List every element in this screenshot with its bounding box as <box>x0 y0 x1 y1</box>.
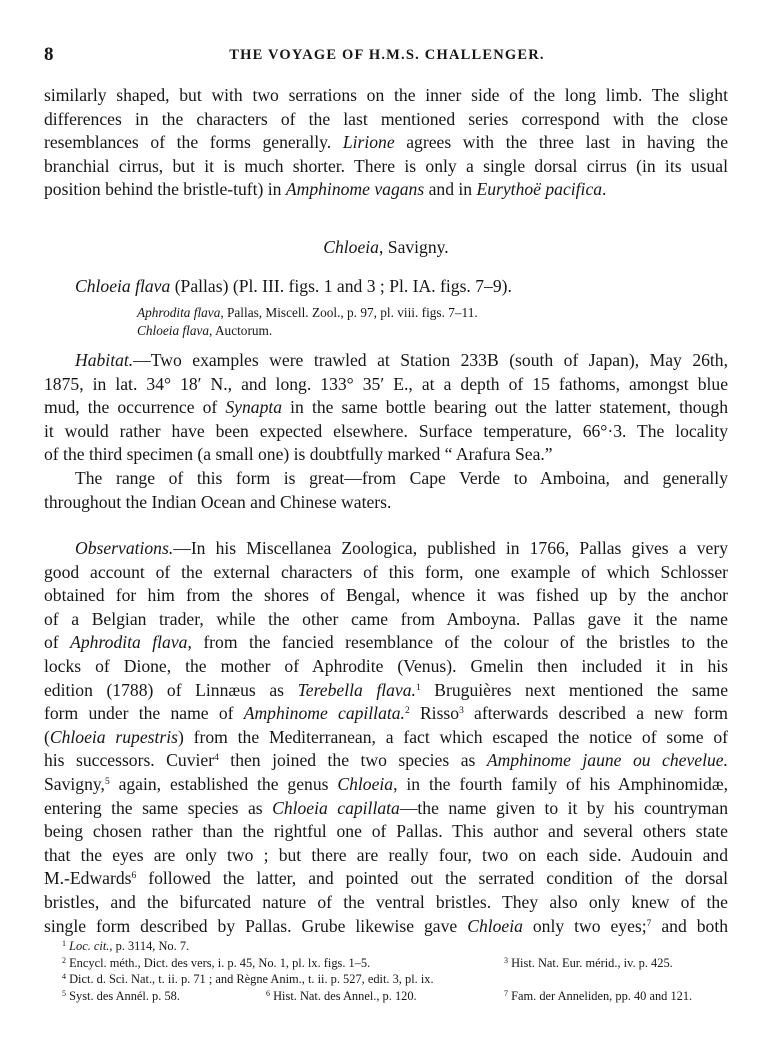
footnote: $^4$ Dict. d. Sci. Nat., t. ii. p. 71 ; and Règne Anim., t. ii. p. 527, edit. 3, pl. ix. <box>62 972 434 986</box>
text-line: resemblances of the forms generally. Lirione agrees with the three last in having the <box>44 132 728 153</box>
footnote-ref: 4 <box>214 753 219 764</box>
text-line: of the third specimen (a small one) is doubtfully marked “ Arafura Sea.” <box>44 444 553 465</box>
text-line: similarly shaped, but with two serrations on the inner side of the long limb. The slight <box>44 85 728 105</box>
text-line: Savigny,$^5$ again, established the genus Chloeia, in the fourth family of his Amphinomidæ, <box>44 773 728 794</box>
text-line: differences in the characters of the last mentioned series correspond with the close <box>44 108 728 129</box>
text-line: position behind the bristle-tuft) in Amphinome vagans and in Eurythoë pacifica. <box>44 179 607 200</box>
text-line: branchial cirrus, but it is much shorter. There is only a single dorsal cirrus (in its usual <box>44 155 728 176</box>
observations-paragraph <box>44 537 728 938</box>
footnote-ref: 5 <box>104 776 110 787</box>
footnote: $^5$ Syst. des Annél. p. 58. $^6$ Hist. Nat. des Annel., p. 120. $^7$ Fam. der Anneliden, pp. 40 and 121. <box>62 988 693 1003</box>
text-line: throughout the Indian Ocean and Chinese waters. <box>44 491 392 512</box>
text-line: Observations.—In his Miscellanea Zoologica, published in 1766, Pallas gives a very <box>75 538 728 558</box>
footnotes <box>44 938 728 1004</box>
genus-author: , Savigny. <box>378 237 449 257</box>
text-line: of a Belgian trader, while the other came from Amboyna. Pallas gave it the name <box>44 608 728 629</box>
species-heading: Chloeia flava (Pallas) (Pl. III. figs. 1 and 3 ; Pl. IA. figs. 7–9). <box>75 276 512 296</box>
footnote: $^1$ Loc. cit., p. 3114, No. 7. <box>62 939 190 953</box>
text-line: it would rather have been expected elsewhere. Surface temperature, 66°·3. The locality <box>44 420 728 441</box>
running-title: THE VOYAGE OF H.M.S. CHALLENGER. <box>229 47 545 63</box>
footnote-ref: 3 <box>459 706 464 717</box>
footnote-ref: 7 <box>646 918 652 929</box>
text-line: 1875, in lat. 34° 18′ N., and long. 133° 35′ E., at a depth of 15 fathoms, amongst blue <box>44 373 728 394</box>
synonym-entry: Chloeia flava, Auctorum. <box>137 323 273 338</box>
text-line: that the eyes are only two ; but there are really four, two on each side. Audouin and <box>44 844 728 865</box>
text-line: (Chloeia rupestris) from the Mediterranean, a fact which escaped the notice of some of <box>44 726 728 747</box>
text-line: good account of the external characters of this form, one example of which Schlosser <box>44 561 728 582</box>
text-line: edition (1788) of Linnæus as Terebella flava.$^1$ Bruguières next mentioned the same <box>44 679 729 700</box>
text-line: his successors. Cuvier$^4$ then joined the two species as Amphinome jaune ou chevelue. <box>44 750 728 771</box>
intro-paragraph <box>44 84 728 202</box>
genus-heading <box>44 236 728 260</box>
habitat-paragraph <box>44 349 728 467</box>
synonymy-list <box>137 304 478 340</box>
text-line: being chosen rather than the rightful one of Pallas. This author and several others state <box>44 821 728 842</box>
text-line: bristles, and the bifurcated nature of the ventral bristles. They also only knew of the <box>44 891 728 912</box>
footnote-ref: 1 <box>415 682 421 693</box>
footnote: $^2$ Encycl. méth., Dict. des vers, i. p. 45, No. 1, pl. lx. figs. 1–5. $^3$ Hist. Nat. Eur. mérid., iv. p. 425. <box>62 955 673 970</box>
text-line: single form described by Pallas. Grube likewise gave Chloeia only two eyes;$^7$ and both <box>44 915 729 936</box>
text-line: The range of this form is great—from Cape Verde to Amboina, and generally <box>75 468 728 488</box>
text-line: obtained for him from the shores of Bengal, whence it was fished up by the anchor <box>44 585 728 606</box>
text-line: Habitat.—Two examples were trawled at Station 233B (south of Japan), May 26th, <box>75 350 728 370</box>
genus-name: Chloeia <box>323 237 379 257</box>
text-line: mud, the occurrence of Synapta in the same bottle bearing out the latter statement, though <box>44 397 728 418</box>
species-name: Chloeia flava <box>75 276 171 296</box>
text-line: entering the same species as Chloeia capillata—the name given to it by his countryman <box>44 797 728 818</box>
text-line: M.-Edwards$^6$ followed the latter, and pointed out the serrated condition of the dorsal <box>44 868 728 889</box>
range-paragraph <box>44 467 728 514</box>
page-number: 8 <box>44 44 54 65</box>
footnote-ref: 2 <box>404 706 410 717</box>
text-line: locks of Dione, the mother of Aphrodite (Venus). Gmelin then included it in his <box>44 655 728 676</box>
footnote-ref: 6 <box>131 871 137 882</box>
synonym-entry: Aphrodita flava, Pallas, Miscell. Zool., p. 97, pl. viii. figs. 7–11. <box>137 305 478 320</box>
text-line: of Aphrodita flava, from the fancied resemblance of the colour of the bristles to the <box>44 632 728 653</box>
page-header <box>44 44 730 68</box>
text-line: form under the name of Amphinome capillata.$^2$ Risso$^3$ afterwards described a new form <box>44 703 728 724</box>
